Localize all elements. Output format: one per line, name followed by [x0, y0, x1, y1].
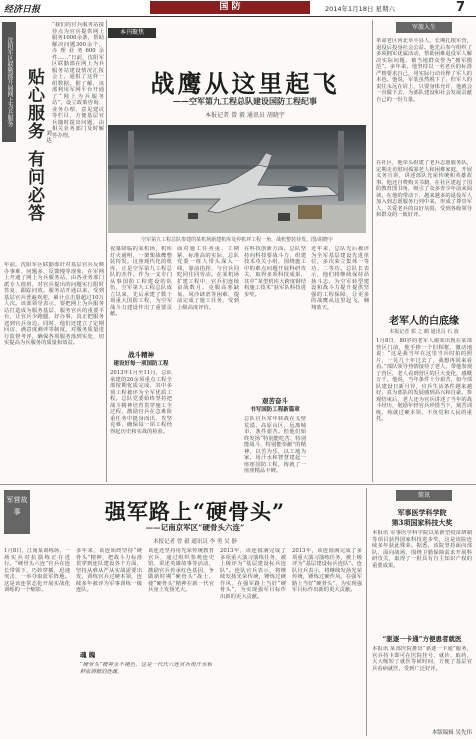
- bottom-quote: “硬骨头”精神永不褪色，这是一代代六连官兵用汗水和鲜血铸就的连魂。: [80, 662, 212, 675]
- section-divider: [0, 484, 476, 485]
- right-top-tag: 军旅人生: [396, 22, 452, 33]
- fighter-jet-photo: [108, 125, 366, 233]
- photo-caption: 空军第九工程总队参建的某机场新建机库及停机坪工程一角，战机整装待发。图/胡晓宇: [141, 237, 333, 243]
- left-feature-tag: 沈阳军区联勤部开展网上为兵服务: [2, 22, 16, 142]
- bottom-column-4: 2013年，该连圆满完成了多项重大演习演练任务，被上级评为“基层建设标兵连队”。连队官兵表示，将继续发扬光荣传统，锤炼过硬作风，在强军路上当好“硬骨头”，为实现强军目标作出新的更大贡献。: [220, 548, 286, 600]
- right-mid-title: 老军人的白底缘: [389, 316, 459, 327]
- dateline: 2014年1月18日 星期六: [325, 5, 396, 13]
- article-column-4: 近年来，总队先后被评为全军基层建设先进单位，多次荣立集体一等功、二等功。总队长表示，他们将继续保持昂扬斗志，为空军转型建设和战斗力提升提供坚强的工程保障，让更多的战鹰从这里起飞，翱翔蓝天。: [311, 246, 369, 311]
- news-body-c: 本报讯 某部医院推出“驱逐一卡通”服务，官兵持卡即可在医院挂号、就诊、取药，大大缩短了就医等候时间，方便了基层官兵看病就医，受到广泛好评。: [372, 646, 472, 672]
- bottom-subheadline: ——记南京军区“硬骨头六连”: [145, 523, 245, 532]
- bottom-column-1: 1月8日，江南某训练场，一场实兵对抗演练正在进行。“硬骨头六连”官兵在连长带领下，巧妙穿插、迅速突击，一举夺取蓝军阵地。这是该连常态化开展实战化训练的一个缩影。: [4, 548, 70, 593]
- left-feature-body-bottom: 年前，沈阳军区联勤部针对基层官兵反映办事难、问题多、反馈慢等现象，在军网上开通了网上为兵服务站，由各业务部门派专人值班，对官兵提出的问题实行限时答复、跟踪问效。服务站开通以来，受到基层官兵普遍欢迎，累计点击量超过10万人次。该部领导表示，要把网上为兵服务站打造成为服务基层、服务官兵的重要平台，让官兵少跑腿、好办事，真正把服务送到官兵身边。同时，他们还建立了定期回访、满意度测评等制度，对服务质量进行监督考评，确保各项服务落到实处，切实提高为兵服务的质量和效益。: [4, 262, 104, 346]
- news-title-c: “驱逐一卡通”方便患者就医: [382, 635, 462, 643]
- bottom-headline: 强军路上“硬骨头”: [104, 499, 286, 524]
- left-feature-title-2: 有问必答: [24, 150, 44, 222]
- page-editor: 本版编辑 吴先伟: [431, 730, 472, 736]
- bottom-column-2: 多年来，该连始终坚持“硬骨头”精神，把战斗力标准贯穿到连队建设各个方面，坚持从难从严从实战需要出发，训练官兵过硬本领，连续多年被评为军事训练一级连队。: [76, 548, 142, 593]
- section-heading-2: 艰苦奋斗: [262, 397, 288, 405]
- left-feature-body-top: “我们的官兵服务站接待点为官兵提供网上服务1000余条，帮助解决问题300余个，办理业务600余件……”日前，沈阳军区联勤部在网上为兵服务站建设情况汇报会上，通报了这样一组数据。据了解，该部利用军网平台开通了“网上为兵服务站”，设立政策咨询、业务办理、意见建议等栏目，方便基层官兵随时提出问题，由相关业务部门及时解答办理。: [52, 22, 104, 139]
- right-top-body-2: 在社区，他牵头组建了老兵志愿服务队，定期走访慰问孤寡老人和困难家庭，开展义务宣讲，讲述部队光荣传统和英雄故事。他还自费购买书籍，在社区建起了国防教育图书角，吸引了众多青少年前来阅读。在他的带动下，越来越多的退役军人加入到志愿服务行列中来，形成了尊崇军人、关爱老兵的良好氛围，受到各级领导和群众的一致好评。: [376, 160, 472, 218]
- column-divider: [106, 20, 107, 482]
- left-feature-author: 刘 达: [45, 130, 51, 143]
- news-body-a: 本报讯 军事医学科学院以某新型疫苗研制等项目获得国家科技进步奖，这是该院连续多年获此殊荣。据悉，该院坚持面向部队、面向战场，围绕卫勤保障需求开展科研攻关，取得了一批具有自主知识产权的重要成果。: [372, 530, 472, 569]
- main-headline: 战鹰从这里起飞: [150, 69, 340, 98]
- section-title: 国 防: [150, 1, 310, 14]
- section-heading-1: 战斗精神: [128, 351, 154, 359]
- masthead: 经济日报: [4, 5, 41, 15]
- bottom-column-3: 该连还坚持用光荣传统教育官兵，通过组织参观连史馆、讲述英雄故事等活动，激励官兵传承红色基因，争做新时期“硬骨头”战士，使“硬骨头”精神在新一代官兵身上发扬光大。: [148, 548, 214, 593]
- article-column-3: 在科技创新方面，总队坚持向科技要战斗力，组建技术攻关小组，围绕施工中的难点问题开展科研攻关，取得多项科技成果，其中“某型机库大跨度钢结构施工技术”获军队科技进步奖。: [244, 246, 306, 298]
- section-subheading-2: 书写国防工程新篇章: [250, 407, 300, 413]
- feature-tag: 本刊聚焦: [108, 28, 156, 38]
- right-mid-body: 1月8日，80岁的老军人谢某出现在某部营区门前，他手捧一个旧相框，激动地说：“这是我当年在这里当兵时拍的照片，一晃几十年过去了，我想再回来看看。”部队领导热情接待了老人，带他参观了营区，老人看到营区的巨大变化，感慨万千。他说，当年条件十分艰苦，如今部队建设日新月异，官兵生活条件越来越好，真为部队的发展感到高兴和自豪。参观结束后，老人还为官兵讲述了当年的战斗经历，勉励年轻官兵珍惜当下，刻苦训练，练就过硬本领，不负党和人民的重托。: [376, 338, 472, 422]
- bottom-feature-tag: 军营故事: [4, 490, 30, 534]
- column-divider: [372, 20, 373, 482]
- right-mid-byline: 本报记者 郭 之 鹤 通讯员 石 波: [389, 329, 459, 335]
- main-byline: 本报记者 曾 毅 通讯员 胡晓宇: [205, 112, 285, 119]
- left-feature-title-1: 贴心服务: [24, 68, 44, 140]
- article-column-2: 面对施工任务重、工期紧、标准高的实际，总队党委一班人带头深入一线，靠前指挥，与官兵同吃同住同劳动。在某机场扩建工程中，官兵们连续奋战数月，克服高寒缺氧、风沙肆虐等困难，提前完成了施工任务，受到上级高度评价。: [177, 246, 239, 311]
- section-subheading-1: 建设好每一项国防工程: [113, 361, 169, 367]
- right-top-body: 革命老区河北阜平县人，长期扎根军营，退役后投身社会公益。他先后参与组织了多项拥军优属活动，帮助困难退役军人解决实际问题，被当地群众誉为“拥军模范”。多年来，他坚持以一名老兵的标准严格要求自己，用实际行动诠释了军人的本色。他说，军装虽然脱下了，但军人的责任永远在肩上，只要身体允许，他就会一直做下去，为部队建设和社会发展贡献自己的一份力量。: [376, 38, 472, 103]
- article-column-1: 夜幕降临的某机场，机库灯火通明，一架架战鹰整装待发。这座现代化的机库，正是空军第九工程总队的杰作。作为一支专门从事国防工程建设的队伍，空军第九工程总队成立以来，先后承建了数十项重大国防工程，为空军战斗力建设作出了重要贡献。: [110, 246, 172, 317]
- article-column-3b: 总队官兵常年转战在戈壁荒漠、高原山区，远离城市，条件艰苦。但他们始终发扬“特别能吃苦、特别能战斗、特别能奉献”的精神，以苦为乐，以工地为家，用汗水和智慧建起一座座国防工程，铸就了一座座精品丰碑。: [244, 416, 306, 474]
- news-title-b: 第3项国家科技大奖: [391, 518, 453, 527]
- news-title-a: 军事医学科学院: [397, 508, 447, 517]
- column-divider: [366, 488, 367, 736]
- bottom-section-heading: 魂 魄: [80, 651, 96, 659]
- header-rule: [0, 16, 476, 17]
- bottom-byline: 本报记者 曾 毅 通讯员 李 勇 吴 静: [153, 539, 237, 545]
- page-number: 7: [456, 0, 466, 15]
- bottom-column-5: 2013年，该连圆满完成了多项重大演习演练任务，被上级评为“基层建设标兵连队”。连队官兵表示，将继续发扬光荣传统，锤炼过硬作风，在强军路上当好“硬骨头”，为实现强军目标作出新的更大贡献。: [292, 548, 362, 593]
- main-subheadline: ——空军第九工程总队建设国防工程纪事: [173, 96, 317, 106]
- article-column-1b: 2013年1月至11月，总队承建的20余项重点工程全部按期优质完成，其中多项工程被评为全军优质工程。总队党委始终坚持把战斗精神培育贯穿施工全过程，激励官兵在急难险重任务中挺身而出，攻坚克难，确保每一项工程经得起历史和实战的检验。: [110, 370, 172, 435]
- bottom-right-tag: 简讯: [396, 490, 452, 501]
